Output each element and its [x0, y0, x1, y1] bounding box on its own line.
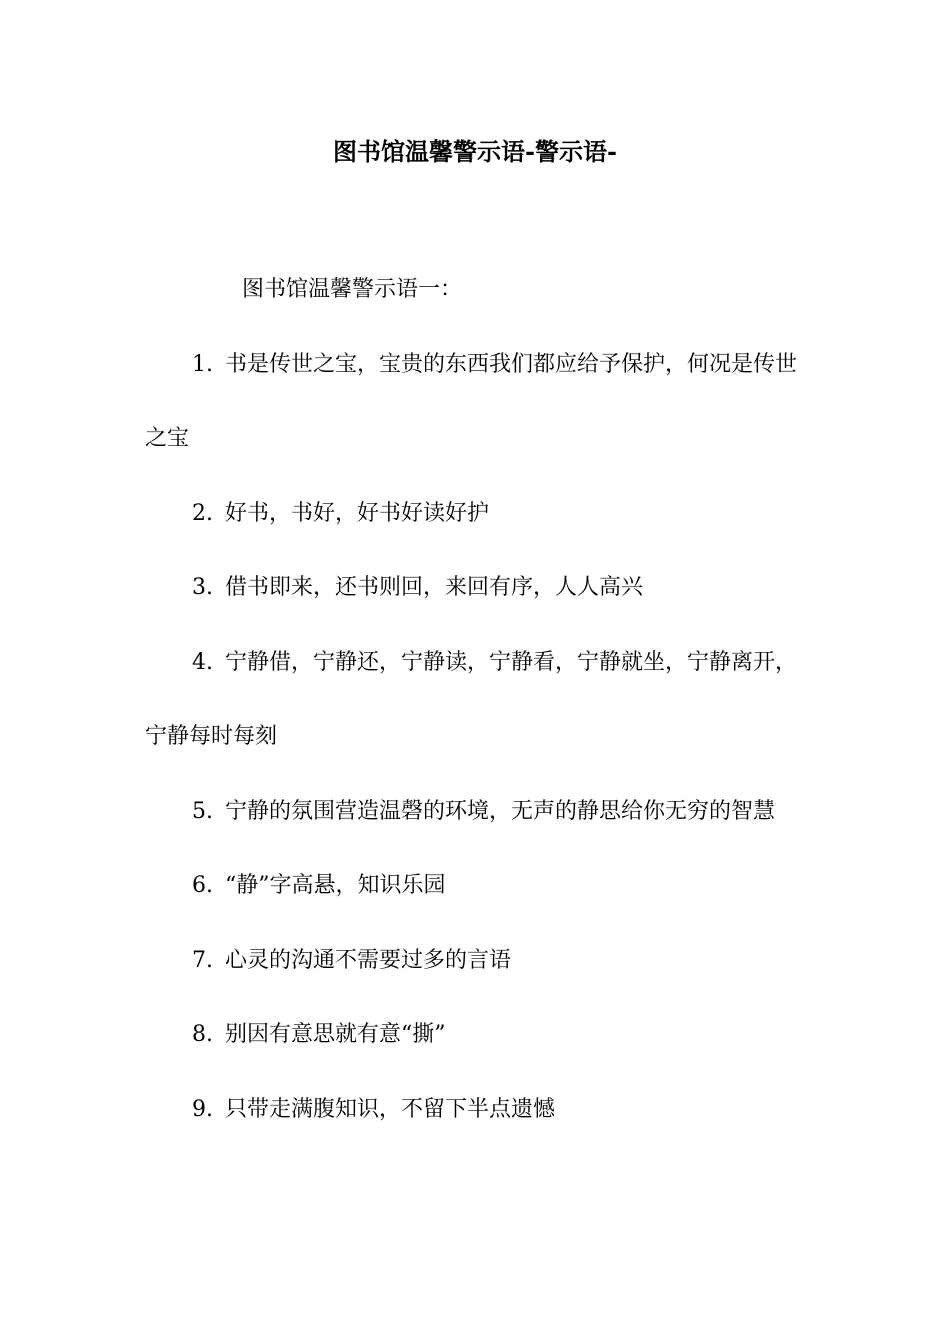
list-item-number: 2.: [192, 500, 213, 526]
list-item: [145, 924, 810, 999]
list-item: [145, 998, 810, 1073]
list-item-text: 只带走满腹知识，不留下半点遗憾: [225, 1096, 556, 1122]
list-item-text: 书是传世之宝，宝贵的东西我们都应给予保护，何况是传世之宝: [145, 351, 798, 451]
list-item: [145, 849, 810, 924]
list-item-number: 8.: [192, 1022, 213, 1047]
list-item: [145, 1073, 810, 1148]
list-item-number: 9.: [192, 1096, 213, 1122]
list-item-text: “静”字高悬，知识乐园: [225, 873, 446, 898]
list-item-number: 6.: [192, 873, 213, 898]
list-item-number: 7.: [192, 947, 213, 973]
list-item: [145, 775, 810, 850]
list-item-number: 3.: [192, 575, 213, 600]
list-item-text: 好书，书好，好书好读好护: [225, 500, 490, 526]
list-item-text: 心灵的沟通不需要过多的言语: [225, 947, 512, 973]
list-item-number: 5.: [192, 798, 213, 824]
list-item-number: 4.: [192, 649, 213, 675]
list-item: [145, 626, 810, 775]
document-body: [145, 253, 810, 1147]
section-heading: 图书馆温馨警示语一：: [242, 277, 463, 302]
list-item-text: 宁静借，宁静还，宁静读，宁静看，宁静就坐，宁静离开，宁静每时每刻: [145, 649, 798, 749]
document-title: 图书馆温馨警示语-警示语-: [333, 137, 617, 166]
list-item: [145, 328, 810, 477]
list-item: [145, 477, 810, 552]
list-item: [145, 551, 810, 626]
list-item-text: 宁静的氛围营造温磬的环境，无声的静思给你无穷的智慧: [225, 798, 776, 824]
list-item-number: 1.: [192, 351, 213, 377]
list-item-text: 别因有意思就有意“撕”: [225, 1022, 446, 1047]
list-item-text: 借书即来，还书则回，来回有序，人人高兴: [225, 575, 644, 600]
